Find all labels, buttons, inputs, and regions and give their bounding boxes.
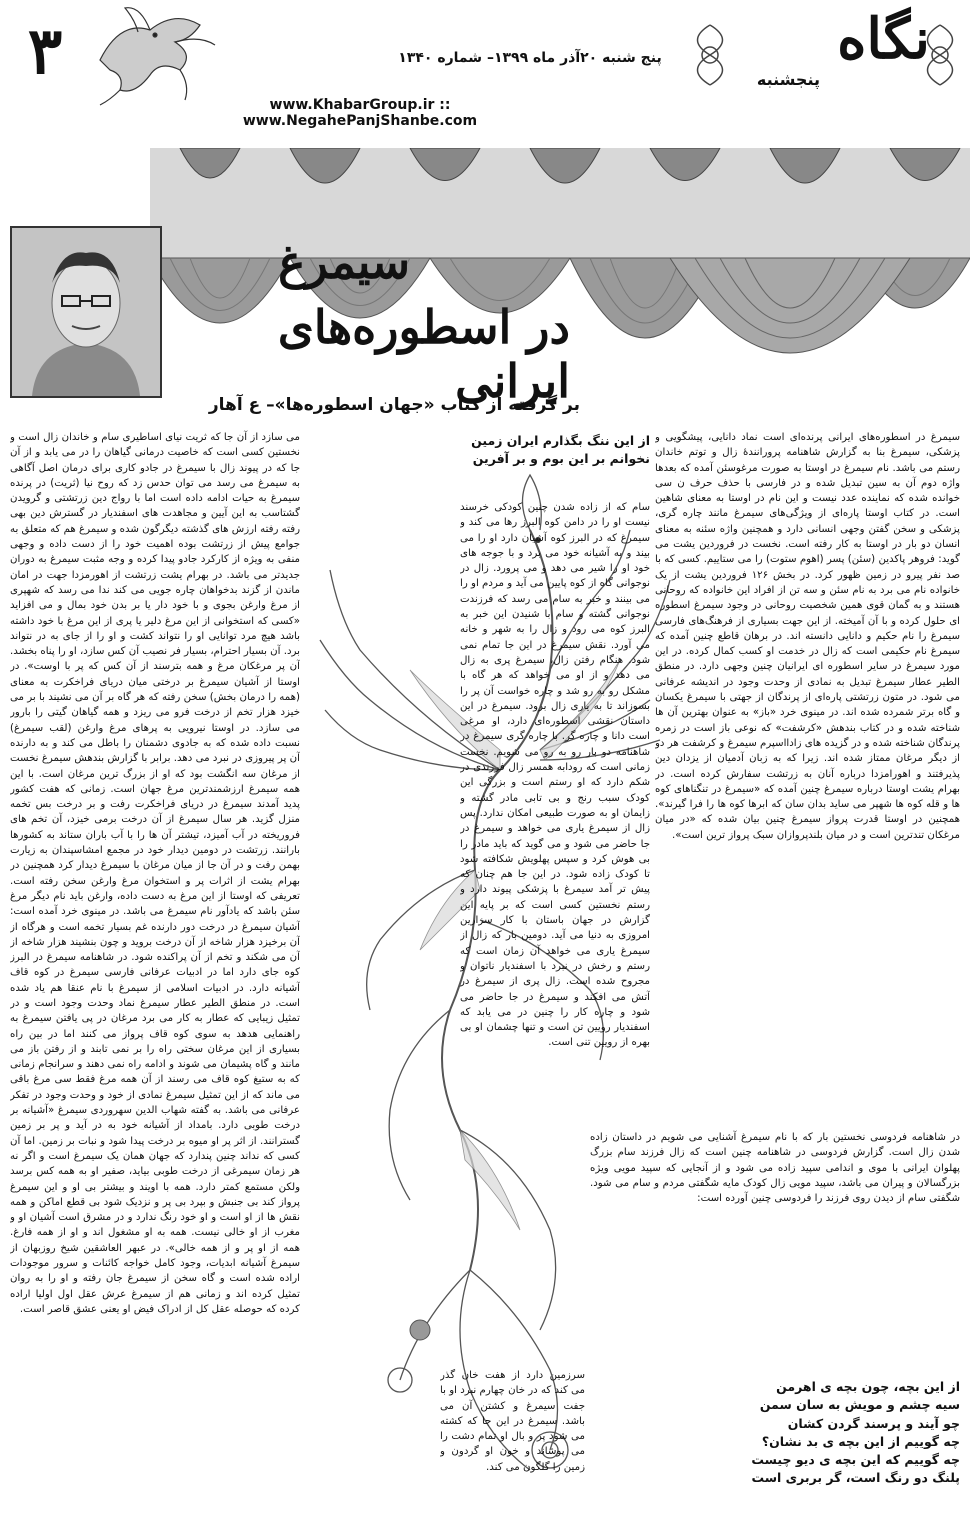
- article-subtitle: بر گرفته از کتاب «جهان اسطوره‌ها»– ع آهار: [208, 395, 580, 415]
- author-portrait: [10, 226, 162, 398]
- poem-line: پلنگ دو رنگ است، گر بربری است: [751, 1470, 960, 1486]
- article-title-line-2: در اسطوره‌های ایرانی: [277, 300, 570, 408]
- poem-line: چه گوییم که این بچه ی دیو چیست: [751, 1452, 960, 1468]
- article-column-left: [10, 430, 300, 1510]
- newspaper-logo: [680, 0, 970, 110]
- article-column-middle-bottom: [440, 1368, 585, 1518]
- website-urls: www.KhabarGroup.ir :: www.NegahePanjShanbe.com: [242, 97, 478, 129]
- issue-date-line: پنج شنبه ۲۰آذر ماه ۱۳۹۹– شماره ۱۳۴۰: [398, 50, 662, 66]
- masthead-bird-illustration: [80, 0, 220, 110]
- paragraph: سام که از زاده شدن چنین کودکی خرسند نیست او را در دامن کوه البرز رها می کند و سیمرغ که در البرز کوه آشیان دارد او را می بیند و به آشیانه خود می برد و با جوجه های خود او را شیر می دهد و می پرورد. زال در نوجوانی گاه از کوه پایین می آید و مردم او را می بینند و خبر به سام می رسد که فرزندت نوجوانی گشته و سام با شنیدن این خبر به البرز کوه می رود و زال را به شهر و خانه می آورد. نقش سیمرغ در این جا تمام نمی شود. هنگام رفتن زال، سیمرغ پری به زال می دهد و از او می خواهد که هر گاه با مشکل رو به رو شد و چاره خواست آن پر را بسوزاند تا به یاری زال برود. سیمرغ در این داستان نقشی اسطوره‌ای دارد، او مرغی است دانا و چاره گر. با چاره گری سیمرغ در شاهنامه دو بار رو به رو می شویم. نخست زمانی است که رودابه همسر زال فرزندی در شکم دارد که او رستم است و بزرگی این کودک سبب رنج و بی تابی مادر گشته و زایمان او به صورت طبیعی امکان ندارد. پس زال از سیمرغ یاری می خواهد و سیمرغ در جا حاضر می شود و می گوید که باید مادر را بی هوش کرد و سپس پهلویش شکافته شود تا کودک زاده شود. در این جا هم چنان که پیش تر آمد سیمرغ با پزشکی پیوند دارد و رستم نخستین کسی است که بر پایه این گزارش در جهان باستان با کار سزارین امروزی به دنیا می آید. دومین بار که زال از سیمرغ یاری می خواهد آن زمان است که رستم و رخش در نبرد با اسفندیار ناتوان و مجروح شده است. زال پری از سیمرغ در آتش می افکند و سیمرغ در جا حاضر می شود و چاره کار را چنین در می یابد که اسفندیار رویین تن است و تنها چشمان او بی بهره از رویین تنی است.: [460, 502, 650, 1049]
- article-column-right: [655, 430, 960, 1130]
- poem-line: چه گوییم از این بچه ی بد نشان؟: [761, 1433, 960, 1449]
- page-number: ۳: [27, 14, 63, 89]
- ornament-icon: [680, 20, 740, 90]
- portrait-illustration: [12, 228, 160, 396]
- mid-column-heading: [460, 432, 650, 468]
- mid-heading-line-2: نخوانم بر این بوم و بر آفرین: [472, 451, 650, 466]
- mid-heading-line-1: از این ننگ بگذارم ایران زمین: [471, 433, 650, 448]
- paragraph: می سازد از آن جا که ثریت نیای اساطیری سام و خاندان زال است و نخستین کسی است که خاصیت درمانی گیاهان را در می یابد و از آن جا که در پیوند زال با سیمرغ در جادو کاری برای درمان اصل آگاهی به سیمرغ می رسد می توان حدس زد که روح نیا (ثریت) در پرنده سیمرغ به حیات ادامه داده است اما با رواج دین زرتشتی و گرویدن گشتاسب به این آیین و مجاهدت های اسفندیار در گسترش دین بهی رفته رفته ارزش های گذشته دیگرگون شده و سیمرغ هم که متعلق به جوامع پیش از زرتشت بوده اهمیت خود را از دست داده و وجهی منفی به ویژه از کارکرد جادو پیدا کرده و وجه مثبت سیمرغ به دوران جدیدتر می باشد. در بهرام یشت زرتشت از اهورمزدا جهت در امان ماندن از گزند بدخواهان چاره جویی می کند ندا می رسد که شهپری از مرغ وارغن بجوی و با خود دار یا بر بدن خود بمال و می افزاید «کسی که استخوانی از این مرغ دلیر یا پری از این مرغ با خود داشته باشد هیچ مرد توانایی او را نتواند کشت و او را از جای به در نتواند برد. آن بسیار احترام، بسیار فر نصیب آن کس سازد، او را پناه بخشد. آن پر مرغکان مرغ و همه بترسند از آن کس که پر با اوست». در اوستا از آشیان سیمرغ بر درختی میان دریای فراخکرت به معنای (همه را درمان بخش) سخن رفته که هر گاه بر آن می نشیند با بر می خیزد هزار تخم از درخت فرو می ریزد و همه گیاهان گیتی را بارور می سازد. در اوستا نیرویی به پرهای مرغ وارغن (لقب سیمرغ) نسبت داده شده که به جادوی دشمنان را باطل می کند و به دارنده آن پر پیروزی در نبرد می دهد. برابر با گزارش بندهش سیمرغ نخست از مرغان سه انگشت بود که او از بزرگ ترین مرغان است. با این همه سیمرغ ارزشمندترین مرغ جهان است. زمانی که هفت کشور پدید آمدند سیمرغ در دریای فراخکرت رفت و بر درخت بس تخمه منزل گزید. هر سال سیمرغ از آن درخت برمی خیزد، آن تخم های فروریخته در آب آمیزد، تیشتر آن ها را با آب باران ستاند به کشورها بارانند. زرتشت در دومین دیدار خود در مجمع امشاسپندان به زیارت بهمن رفت و در آن جا از میان مرغان با سیمرغ دیدار کرد همچنین در بهرام یشت از اثرات پر و استخوان مرغ وارغن سخن رفته است. تعریفی که اوستا از این مرغ به دست داده، وارغن باید نام دیگر مرغ سئن باشد که یادآور نام سیمرغ می باشد. در مینوی خرد آمده است: آشیان سیمرغ در درخت دور دارنده غم بسیار تخمه است و هرگاه از آن برخیزد هزار شاخه از آن درخت بروید و چون بنشیند هزار شاخه از آن می شکند و تخم از آن پراکنده شود. در شاهنامه سیمرغ در البرز کوه جای دارد اما در ادبیات عرفانی فارسی سیمرغ در کوه قاف آشیانه دارد. در ادبیات اسلامی از سیمرغ با نام عنقا هم یاد شده است. در منطق الطیر عطار سیمرغ نماد وحدت وجود است و در تمثیل زیبایی که عطار به کار می برد مرغان در پی یافتن سیمرغ به راهنمایی هدهد به سوی کوه قاف پرواز می کنند اما در بین راه بسیاری از این مرغان سختی راه را بر نمی تابند و از رفتن باز می مانند و گاه پشیمان می شوند و ادامه راه نمی دهند و سرانجام زمانی که به ستیغ کوه قاف می رسند از آن همه مرغ فقط سی مرغ باقی می ماند که از این تمثیل سیمرغ نمادی از خود و وحدت وجود در تفکر عرفانی می باشد. به گفته شهاب الدین سهروردی سیمرغ «آشیانه بر درخت طوبی دارد. بامداد از آشیانه خود به در آید و پر بر زمین گسترانند. از اثر پر او میوه بر درخت پیدا شود و نبات بر زمین. اما آن کسی که نداند چنین پندارد که جهان همان یک سیمرغ است و اگر نه هر زمان سیمرغی از درخت طوبی بیاید، صفیر او به همه کس برسد ولکن مستمع کمتر دارد. همه با اویند و بیشتر بی او و این سیمرغ پرواز کند بی جنبش و بپرد بی پر و نزدیک شود بی قطع اماکن و همه نقش ها از او است و او خود رنگ ندارد و در مشرق است آشیان او و مغرب از او خالی نیست. همه به او مشغول اند و او از همه فارغ. همه از او پر و از همه خالی». در عبهر العاشقین شیخ روزبهان از سیمرغ آشیانه ابدیات، وجود کامل خواجه کائنات و سرور موجودات اراده شده است و گاه سخن از سیمرغ جان رفته و او را به روان تمثیل کرده اند و زمانی هم از سیمرغ عرش عقل اول اولیا اراده کرده که حوصله عقل کل از ادراک فیض او یعنی عشق قاصر است.: [10, 432, 300, 1315]
- paragraph: سرزمین دارد از هفت خان گذر می کند که در خان چهارم نبرد او با جفت سیمرغ و کشتن آن می باشد. سیمرغ در این جا که کشته می شود پر و بال او تمام دشت را می پوشاند و خون او گردون و زمین را گلگون می کند.: [440, 1370, 585, 1473]
- poem-line: از این بچه، چون بچه ی اهرمن: [776, 1379, 960, 1394]
- masthead: [0, 0, 970, 150]
- paragraph: سیمرغ در اسطوره‌های ایرانی پرنده‌ای است نماد دانایی، پیشگویی و پزشکی، سیمرغ بنا به گزارش شاهنامه پرورانندهٔ زال و توتم خاندان رستم می باشد. نام سیمرغ در اوستا به صورت مرغوسئن آمده که بعدها واژه دوم آن به سین تبدیل شده و در فارسی با حذف حرف ن سی خوانده شده که نماینده عدد نیست و این نام در اوستا به معنای شاهین است. در کتاب اوستا پاره‌ای از ویژگی‌های سیمرغ مانند چاره گری، پزشکی و سخن گفتن وجهی انسانی دارد و همچنین واژه سئنه به معنای انسان دو بار در اوستا به کار رفته است. نخست در فروردین یشت می گوید: فروهر پاکدین (سئن) پسر (اهوم ستوت) را می ستاییم. کسی که با صد نفر پیرو در زمین ظهور کرد. در بخش ۱۲۶ فروردین یشت از یک خانواده نام می برد به نام سئن و سه تن از افراد این خانواده که روحانی هستند و به گمان قوی همین شخصیت روحانی در وجود سیمرغ اسطوره ای حلول کرده و با آن آمیخته. از این جهت بسیاری از فرهنگ‌های فارسی سیمرغ را نام حکیم و دانایی دانسته اند. در برهان قاطع چنین آمده که سیمرغ نام حکیمی است که زال در خدمت او کسب کمال کرده. در این مورد سیمرغ در سایر اسطوره ای ایرانیان چنین وجهی دارد. در منطق الطیر عطار سیمرغ تبدیل به نمادی از وحدت وجود در اندیشه عرفانی می شود. در متون زرتشتی پاره‌ای از پرندگان از جهتی با سیمرغ یکسان و گاه برتر شمرده شده اند. در مینوی خرد «باز» به عنوان بهترین آن ها شناخته شده و در کتاب بندهش «کرشفت» که نوعی باز است در زمره پرندگان شناخته شده و در گزیده های زادااسپرم سیمرغ و کرشفت هر دو از دیگر مرغان ممتاز شده اند. زیرا که به زبان آدمیان از یزدان دین پذیرفتند و اهورامزدا درباره آنان به زرتشت سفارش کرده است. در بهرام یشت اوستا درباره سیمرغ چنین آمده که «سیمرغ در تنگناهای کوه ها و قله کوه ها شهپر می ساید بدان سان که ابرها کوه ها را فرا گیرند». همچنین در اوستا قدرت پرواز سیمرغ چنین بیان شده که «در میان مرغکان تندترین است و در میان بلندپروازان سبک پرواز ترین است».: [655, 432, 960, 841]
- article-column-middle: [460, 500, 650, 1360]
- logo-wordmark: نگاه: [837, 6, 930, 72]
- article-title-line-1: سیمرغ: [278, 235, 410, 289]
- poem-block: [600, 1378, 960, 1488]
- logo-subtitle: پنجشنبه: [756, 70, 820, 89]
- paragraph: در شاهنامه فردوسی نخستین بار که با نام سیمرغ آشنایی می شویم در داستان زاده شدن زال است. گزارش فردوسی در شاهنامه چنین است که زال فرزند سام بزرگ پهلوان ایرانی با موی و اندامی سپید زاده می شود و از آنجایی که سپید مویی ویژه بزرگسالان و پیران می باشد، سپید مویی زال کودک مایه شگفتی مردم و سام می شود. شگفتی سام از دیدن روی فرزند را فردوسی چنین آورده است:: [590, 1132, 960, 1205]
- poem-line: چو آیند و پرسند گردن کشان: [787, 1415, 960, 1431]
- poem-line: سیه چشم و مویش به سان سمن: [759, 1397, 960, 1413]
